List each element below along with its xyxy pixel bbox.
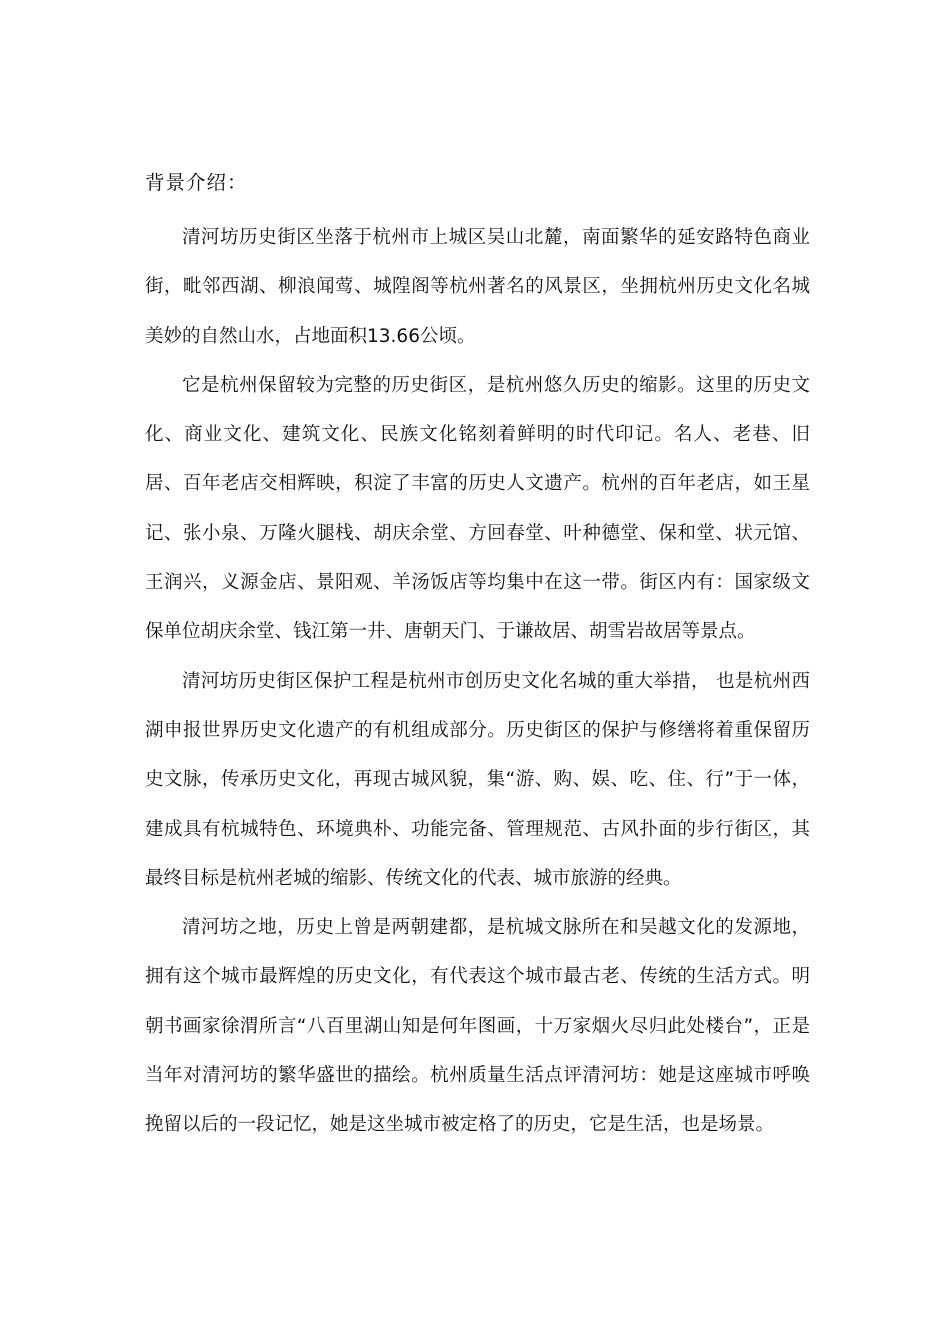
paragraph-protection: 清河坊历史街区保护工程是杭州市创历史文化名城的重大举措， 也是杭州西湖申报世界历史文化遗产的有机组成部分。历史街区的保护与修缮将着重保留历史文脉，传承历史文化，再现古城风貌，集“游、购、娱、吃、住、行”于一体，建成具有杭城特色、环境典朴、功能完备、管理规范、古风扑面的步行街区，其最终目标是杭州老城的缩影、传统文化的代表、城市旅游的经典。 — [145, 670, 810, 889]
document-body — [145, 163, 810, 1150]
paragraph-history: 它是杭州保留较为完整的历史街区，是杭州悠久历史的缩影。这里的历史文化、商业文化、建筑文化、民族文化铭刻着鲜明的时代印记。名人、老巷、旧居、百年老店交相辉映，积淀了丰富的历史人文遗产。杭州的百年老店，如王星记、张小泉、万隆火腿栈、胡庆余堂、方回春堂、叶种德堂、保和堂、状元馆、王润兴，义源金店、景阳观、羊汤饭店等均集中在这一带。街区内有：国家级文保单位胡庆余堂、钱江第一井、唐朝天门、于谦故居、胡雪岩故居等景点。 — [145, 374, 810, 643]
paragraph-culture: 清河坊之地，历史上曾是两朝建都，是杭城文脉所在和吴越文化的发源地，拥有这个城市最辉煌的历史文化，有代表这个城市最古老、传统的生活方式。明朝书画家徐渭所言“八百里湖山知是何年图画，十万家烟火尽归此处楼台”，正是当年对清河坊的繁华盛世的描绘。杭州质量生活点评清河坊：她是这座城市呼唤挽留以后的一段记忆，她是这坐城市被定格了的历史，它是生活，也是场景。 — [145, 917, 810, 1136]
paragraph-location: 清河坊历史街区坐落于杭州市上城区吴山北麓，南面繁华的延安路特色商业街，毗邻西湖、柳浪闻莺、城隍阁等杭州著名的风景区，坐拥杭州历史文化名城美妙的自然山水，占地面积13.66公顷。 — [145, 227, 810, 347]
section-heading: 背景介绍： — [145, 171, 248, 194]
